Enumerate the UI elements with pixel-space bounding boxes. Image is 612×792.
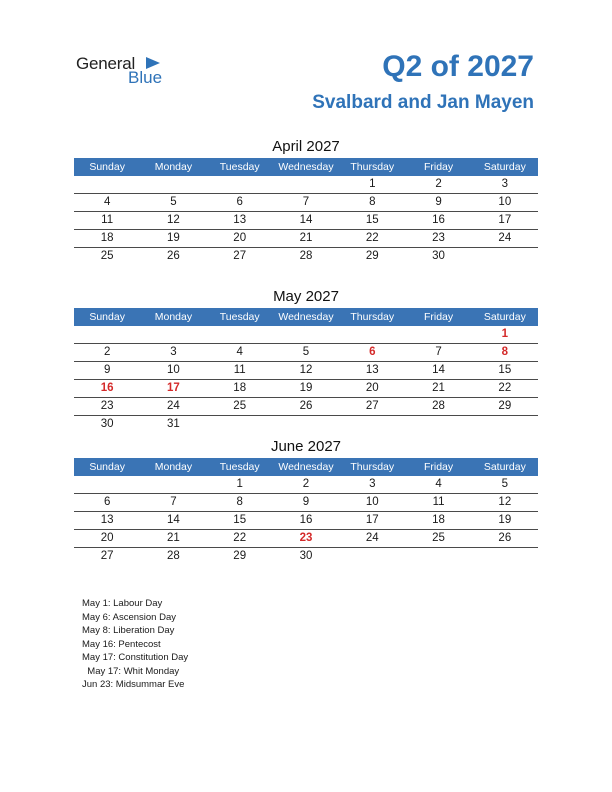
holiday-day-cell: 17 — [167, 382, 180, 394]
day-cell — [405, 548, 471, 565]
page-title: Q2 of 2027 — [382, 50, 534, 83]
day-cell — [207, 326, 273, 343]
day-cell: 22 — [365, 232, 379, 244]
day-cell — [273, 416, 339, 433]
weekday-header-cell: Sunday — [89, 311, 125, 323]
weekday-header-cell: Tuesday — [219, 161, 260, 173]
day-cell: 29 — [498, 400, 512, 412]
day-cell: 28 — [299, 250, 313, 262]
day-cell: 23 — [100, 400, 114, 412]
day-cell: 24 — [498, 232, 512, 244]
day-cell: 26 — [299, 400, 313, 412]
week-row — [74, 416, 538, 433]
day-cell: 14 — [432, 364, 445, 376]
week-row — [74, 398, 538, 416]
day-cell: 12 — [167, 214, 180, 226]
holiday-list-item: May 8: Liberation Day — [82, 625, 175, 636]
weekday-header-cell: Monday — [154, 161, 193, 173]
day-cell: 26 — [498, 532, 512, 544]
weekday-header-cell: Friday — [423, 461, 454, 473]
day-cell — [74, 176, 140, 193]
weekday-header-row — [74, 308, 538, 326]
day-cell: 3 — [501, 178, 509, 190]
day-cell: 13 — [233, 214, 247, 226]
day-cell: 7 — [435, 346, 442, 358]
weekday-header-cell: Thursday — [350, 311, 395, 323]
holiday-list-item: May 1: Labour Day — [82, 598, 163, 609]
day-cell: 27 — [365, 400, 379, 412]
day-cell: 18 — [100, 232, 114, 244]
day-cell: 6 — [236, 196, 243, 208]
day-cell: 14 — [167, 514, 180, 526]
holiday-list-item: May 17: Whit Monday — [82, 665, 180, 677]
week-row — [74, 176, 538, 194]
day-cell: 23 — [432, 232, 445, 244]
day-cell: 22 — [498, 382, 512, 394]
day-cell: 2 — [302, 478, 310, 490]
week-row — [74, 380, 538, 398]
day-cell — [273, 176, 339, 193]
day-cell: 5 — [170, 196, 177, 208]
day-cell: 14 — [299, 214, 313, 226]
day-cell — [140, 176, 206, 193]
week-row — [74, 248, 538, 265]
day-cell — [472, 548, 538, 565]
holiday-list-item: Jun 23: Midsummar Eve — [82, 679, 185, 690]
day-cell: 13 — [365, 364, 379, 376]
month-april — [74, 136, 538, 265]
day-cell: 7 — [302, 196, 310, 208]
day-cell — [405, 416, 471, 433]
day-cell: 1 — [236, 478, 243, 490]
day-cell: 6 — [103, 496, 111, 508]
weekday-header-cell: Tuesday — [219, 461, 260, 473]
day-cell: 2 — [103, 346, 111, 358]
day-cell: 8 — [236, 496, 243, 508]
day-cell: 12 — [498, 496, 512, 508]
holiday-day-cell: 23 — [299, 532, 313, 544]
day-cell: 9 — [302, 496, 310, 508]
day-cell — [74, 476, 140, 493]
weekday-header-cell: Monday — [154, 461, 193, 473]
holiday-list-item: May 17: Constitution Day — [82, 652, 189, 663]
day-cell: 30 — [432, 250, 445, 262]
week-row — [74, 326, 538, 344]
day-cell: 19 — [299, 382, 313, 394]
week-row — [74, 476, 538, 494]
day-cell: 27 — [100, 550, 114, 562]
day-cell — [140, 326, 206, 343]
day-cell: 10 — [167, 364, 180, 376]
day-cell: 16 — [299, 514, 313, 526]
weekday-header-cell: Thursday — [350, 161, 395, 173]
week-row — [74, 530, 538, 548]
day-cell: 16 — [432, 214, 445, 226]
holiday-list-item: May 6: Ascension Day — [82, 611, 176, 623]
weekday-header-cell: Wednesday — [278, 311, 334, 323]
holiday-day-cell: 8 — [501, 346, 509, 358]
weekday-header-cell: Thursday — [350, 461, 395, 473]
week-row — [74, 494, 538, 512]
day-cell: 3 — [170, 346, 177, 358]
day-cell: 17 — [498, 214, 512, 226]
day-cell: 1 — [369, 178, 376, 190]
day-cell: 5 — [302, 346, 310, 358]
day-cell: 19 — [498, 514, 512, 526]
day-cell: 21 — [167, 532, 180, 544]
day-cell: 21 — [432, 382, 445, 394]
logo-text-blue: Blue — [128, 68, 163, 87]
week-row — [74, 512, 538, 530]
day-cell: 25 — [100, 250, 114, 262]
day-cell: 15 — [498, 364, 512, 376]
weekday-header-cell: Monday — [154, 311, 193, 323]
weekday-header-cell: Wednesday — [278, 161, 334, 173]
weekday-header-cell: Tuesday — [219, 311, 260, 323]
day-cell: 27 — [233, 250, 247, 262]
weekday-header-cell: Saturday — [483, 311, 526, 323]
day-cell — [339, 416, 405, 433]
day-cell: 17 — [365, 514, 379, 526]
day-cell — [207, 176, 273, 193]
day-cell: 20 — [365, 382, 379, 394]
day-cell: 30 — [100, 418, 114, 430]
day-cell: 11 — [101, 214, 114, 226]
generalblue-logo — [76, 54, 176, 88]
day-cell: 29 — [233, 550, 247, 562]
day-cell: 28 — [432, 400, 445, 412]
day-cell: 21 — [299, 232, 313, 244]
day-cell — [339, 326, 405, 343]
day-cell: 13 — [100, 514, 114, 526]
day-cell: 15 — [365, 214, 379, 226]
weekday-header-cell: Saturday — [483, 161, 526, 173]
day-cell: 5 — [501, 478, 509, 490]
day-cell: 4 — [236, 346, 243, 358]
month-title: June 2027 — [270, 438, 342, 455]
logo-text-general: General — [76, 54, 136, 73]
day-cell: 25 — [233, 400, 247, 412]
week-row — [74, 230, 538, 248]
day-cell: 26 — [167, 250, 180, 262]
page-subtitle: Svalbard and Jan Mayen — [312, 92, 534, 113]
day-cell: 4 — [435, 478, 442, 490]
weekday-header-cell: Sunday — [89, 461, 125, 473]
day-cell: 20 — [233, 232, 247, 244]
weekday-header-row — [74, 158, 538, 176]
day-cell: 3 — [369, 478, 376, 490]
month-june — [74, 436, 538, 565]
month-title: April 2027 — [272, 138, 340, 155]
day-cell — [140, 476, 206, 493]
day-cell: 25 — [432, 532, 445, 544]
day-cell: 10 — [365, 496, 379, 508]
day-cell — [74, 326, 140, 343]
holiday-list — [82, 597, 188, 692]
day-cell — [339, 548, 405, 565]
day-cell: 19 — [167, 232, 180, 244]
day-cell: 24 — [167, 400, 180, 412]
day-cell — [207, 416, 273, 433]
holiday-day-cell: 1 — [501, 328, 509, 340]
day-cell: 30 — [299, 550, 313, 562]
day-cell: 11 — [233, 364, 246, 376]
weekday-header-cell: Saturday — [483, 461, 526, 473]
week-row — [74, 344, 538, 362]
weekday-header-cell: Friday — [423, 161, 454, 173]
weekday-header-cell: Wednesday — [278, 461, 334, 473]
day-cell: 9 — [103, 364, 111, 376]
day-cell: 24 — [365, 532, 379, 544]
week-row — [74, 548, 538, 565]
day-cell — [472, 416, 538, 433]
day-cell: 22 — [233, 532, 247, 544]
day-cell: 15 — [233, 514, 247, 526]
week-row — [74, 362, 538, 380]
holiday-day-cell: 16 — [100, 382, 114, 394]
month-may — [74, 286, 538, 433]
holiday-list-item: May 16: Pentecost — [82, 638, 161, 650]
day-cell: 8 — [369, 196, 376, 208]
weekday-header-cell: Friday — [423, 311, 454, 323]
weekday-header-row — [74, 458, 538, 476]
week-row — [74, 194, 538, 212]
week-row — [74, 212, 538, 230]
day-cell: 12 — [299, 364, 313, 376]
day-cell: 31 — [167, 418, 180, 430]
day-cell: 20 — [100, 532, 114, 544]
day-cell: 10 — [498, 196, 512, 208]
holiday-day-cell: 6 — [369, 346, 376, 358]
day-cell: 2 — [435, 178, 442, 190]
day-cell: 7 — [170, 496, 177, 508]
day-cell: 9 — [435, 196, 442, 208]
day-cell: 18 — [233, 382, 247, 394]
day-cell: 11 — [432, 496, 445, 508]
day-cell: 4 — [103, 196, 111, 208]
day-cell: 18 — [432, 514, 445, 526]
day-cell: 29 — [365, 250, 379, 262]
day-cell — [405, 326, 471, 343]
month-title: May 2027 — [273, 288, 339, 305]
day-cell — [472, 248, 538, 265]
day-cell: 28 — [167, 550, 180, 562]
day-cell — [273, 326, 339, 343]
weekday-header-cell: Sunday — [89, 161, 125, 173]
